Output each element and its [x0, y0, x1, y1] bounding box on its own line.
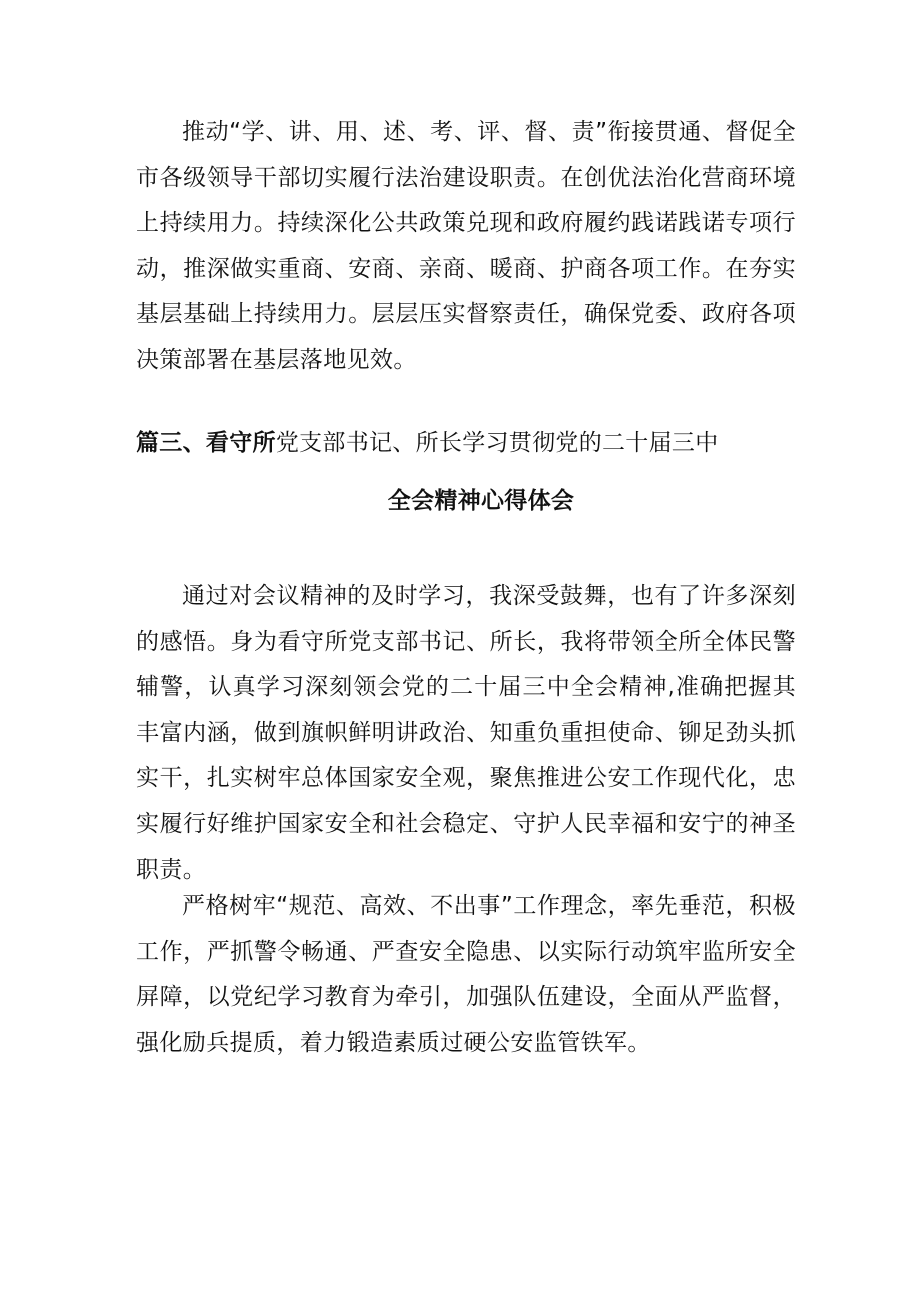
- section-heading: [136, 428, 796, 458]
- body-paragraph: 严格树牢“规范、高效、不出事”工作理念，率先垂范，积极工作，严抓警令畅通、严查安全隐患、以实际行动筑牢监所安全屏障，以党纪学习教育为牵引，加强队伍建设，全面从严监督，强化励兵提质，着力锻造素质过硬公安监管铁军。: [136, 893, 796, 1056]
- section-heading-label: 篇三、看守所: [136, 430, 276, 456]
- section-heading-subtitle: 全会精神心得体会: [387, 488, 575, 514]
- body-paragraph: 通过对会议精神的及时学习，我深受鼓舞，也有了许多深刻的感悟。身为看守所党支部书记、所长，我将带领全所全体民警辅警，认真学习深刻领会党的二十届三中全会精神,准确把握其丰富内涵，做到旗帜鲜明讲政治、知重负重担使命、铆足劲头抓实干，扎实树牢总体国家安全观，聚焦推进公安工作现代化，忠实履行好维护国家安全和社会稳定、守护人民幸福和安宁的神圣职责。: [136, 583, 796, 883]
- section-heading-title: 党支部书记、所长学习贯彻党的二十届三中: [275, 430, 719, 456]
- body-paragraph: 推动“学、讲、用、述、考、评、督、责”衔接贯通、督促全市各级领导干部切实履行法治建设职责。在创优法治化营商环境上持续用力。持续深化公共政策兑现和政府履约践诺践诺专项行动，推深做实重商、安商、亲商、暖商、护商各项工作。在夯实基层基础上持续用力。层层压实督察责任，确保党委、政府各项决策部署在基层落地见效。: [136, 119, 796, 373]
